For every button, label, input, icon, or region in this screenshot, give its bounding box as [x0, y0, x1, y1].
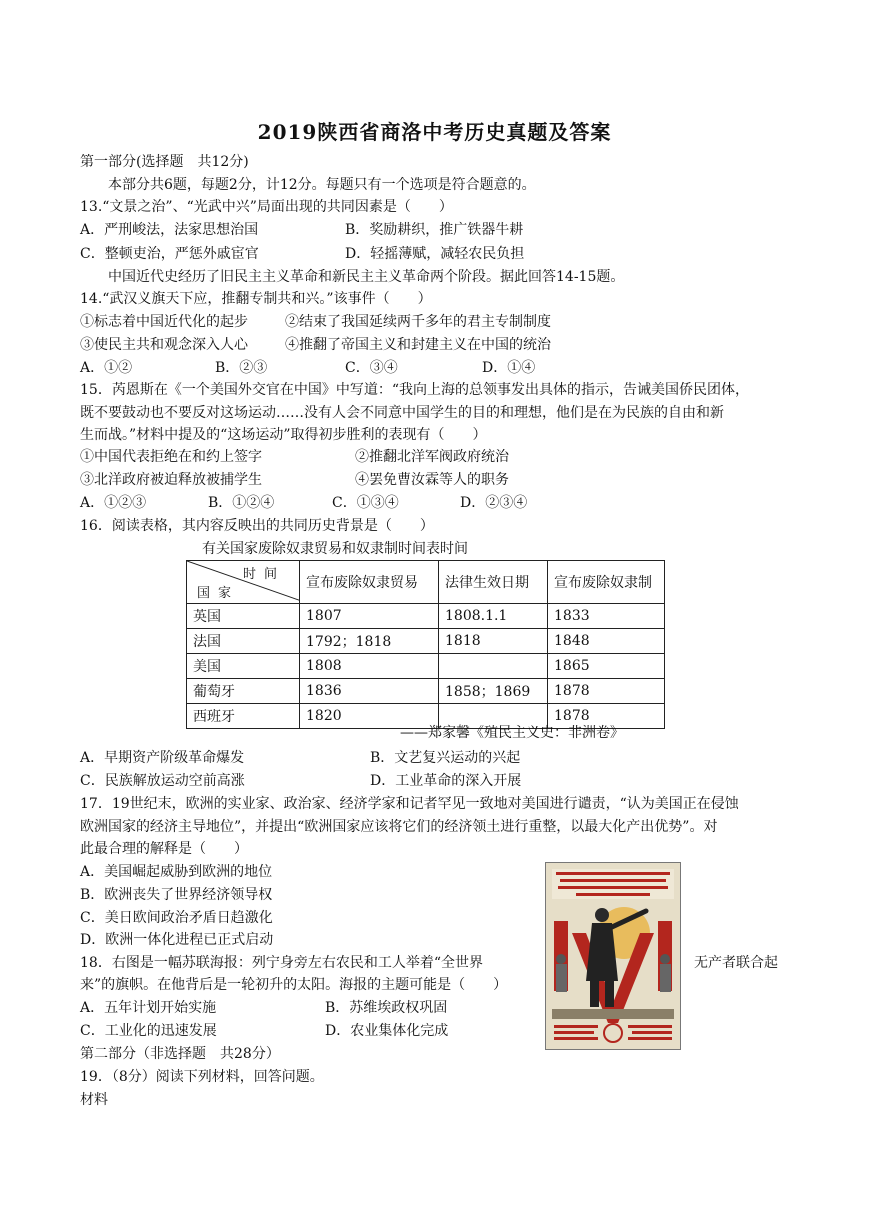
table-cell: 1878: [548, 704, 665, 729]
table-header: 宣布废除奴隶制: [548, 561, 665, 604]
table-cell: 西班牙: [187, 704, 300, 729]
q13-option-b: B．奖励耕织，推广铁器牛耕: [345, 222, 524, 238]
q15-statement-2: ②推翻北洋军阀政府统治: [355, 449, 509, 465]
table-cell: 1808: [300, 654, 439, 679]
table-cell: [439, 654, 548, 679]
part1-instructions: 本部分共6题，每题2分，计12分。每题只有一个选项是符合题意的。: [108, 177, 536, 193]
table-source: ——郑家馨《殖民主义史：非洲卷》: [400, 725, 624, 741]
table-cell: 1848: [548, 629, 665, 654]
q17-option-b: B．欧洲丧失了世界经济领导权: [80, 887, 273, 903]
q18-line-2: 来”的旗帜。在他背后是一轮初升的太阳。海报的主题可能是（ ）: [80, 977, 508, 993]
table-cell: 1807: [300, 604, 439, 629]
q14-option-b: B．②③: [215, 360, 268, 376]
q15-option-b: B．①②④: [208, 495, 275, 511]
q17-line-2: 欧洲国家的经济主导地位”，并提出“欧洲国家应该将它们的经济领土进行重整，以最大化产出优势”。对: [80, 819, 718, 835]
q18-option-a: A．五年计划开始实施: [80, 1000, 217, 1016]
q15-option-d: D．②③④: [460, 495, 528, 511]
table-caption: 有关国家废除奴隶贸易和奴隶制时间表时间: [202, 541, 468, 557]
table-cell: 1878: [548, 679, 665, 704]
q17-line-3: 此最合理的解释是（ ）: [80, 841, 248, 857]
q17-option-c: C．美日欧间政治矛盾日趋激化: [80, 910, 273, 926]
page-title: 2019陕西省商洛中考历史真题及答案: [257, 120, 612, 144]
corner-label-time: 时间: [242, 567, 285, 582]
table-row: [187, 654, 665, 679]
q13-option-a: A．严刑峻法，法家思想治国: [80, 222, 259, 238]
table-cell: 美国: [187, 654, 300, 679]
q18-option-c: C．工业化的迅速发展: [80, 1023, 217, 1039]
q13-stem: 13.“文景之治”、“光武中兴”局面出现的共同因素是（ ）: [80, 199, 453, 215]
q18-option-b: B．苏维埃政权巩固: [325, 1000, 448, 1016]
material-label: 材料: [80, 1092, 108, 1108]
table-cell: 英国: [187, 604, 300, 629]
table-cell: 1818: [439, 629, 548, 654]
table-cell: 1808.1.1: [439, 604, 548, 629]
table-cell: 1792；1818: [300, 629, 439, 654]
q14-statement-3: ③使民主共和观念深入人心: [80, 337, 248, 353]
slavery-abolition-table: [186, 560, 665, 729]
q19-stem: 19．（8分）阅读下列材料，回答问题。: [80, 1069, 324, 1085]
part1-heading: 第一部分(选择题 共12分): [80, 154, 249, 170]
table-row: [187, 604, 665, 629]
q15-line-1: 15．芮恩斯在《一个美国外交官在中国》中写道：“我向上海的总领事发出具体的指示，告诫美国侨民团体，: [80, 382, 749, 398]
q14-statement-4: ④推翻了帝国主义和封建主义在中国的统治: [285, 337, 551, 353]
q16-option-a: A．早期资产阶级革命爆发: [80, 750, 245, 766]
q15-line-2: 既不要鼓动也不要反对这场运动……没有人会不同意中国学生的目的和理想，他们是在为民族的自由和新: [80, 405, 724, 421]
q15-option-a: A．①②③: [80, 495, 147, 511]
q16-option-d: D．工业革命的深入开展: [370, 773, 522, 789]
q15-statement-1: ①中国代表拒绝在和约上签字: [80, 449, 262, 465]
q18-option-d: D．农业集体化完成: [325, 1023, 449, 1039]
corner-label-country: 国家: [197, 586, 240, 601]
q18-line-1-left: 18．右图是一幅苏联海报：列宁身旁左右农民和工人举着“全世界: [80, 955, 483, 971]
q14-option-a: A．①②: [80, 360, 133, 376]
q14-option-c: C．③④: [345, 360, 398, 376]
table-cell: 1865: [548, 654, 665, 679]
q14-statement-1: ①标志着中国近代化的起步: [80, 314, 248, 330]
intro-14-15: 中国近代史经历了旧民主主义革命和新民主主义革命两个阶段。据此回答14-15题。: [108, 269, 625, 285]
q17-line-1: 17．19世纪末，欧洲的实业家、政治家、经济学家和记者罕见一致地对美国进行谴责，“认为美国正在侵蚀: [80, 796, 739, 812]
q15-statement-4: ④罢免曹汝霖等人的职务: [355, 472, 509, 488]
q14-option-d: D．①④: [482, 360, 536, 376]
table-corner-cell: [187, 561, 300, 604]
soviet-poster-image: [545, 862, 681, 1050]
part2-heading: 第二部分（非选择题 共28分）: [80, 1046, 280, 1062]
table-header: 宣布废除奴隶贸易: [300, 561, 439, 604]
q15-statement-3: ③北洋政府被迫释放被捕学生: [80, 472, 262, 488]
q16-option-b: B．文艺复兴运动的兴起: [370, 750, 521, 766]
table-cell: 1836: [300, 679, 439, 704]
q16-stem: 16．阅读表格，其内容反映出的共同历史背景是（ ）: [80, 518, 434, 534]
q15-line-3: 生而战。”材料中提及的“这场运动”取得初步胜利的表现有（ ）: [80, 427, 487, 443]
q18-line-1-right: 无产者联合起: [694, 955, 778, 971]
table-cell: 1833: [548, 604, 665, 629]
q14-stem: 14.“武汉义旗天下应，推翻专制共和兴。”该事件（ ）: [80, 291, 432, 307]
q17-option-d: D．欧洲一体化进程已正式启动: [80, 932, 274, 948]
table-cell: 法国: [187, 629, 300, 654]
table-cell: 1858；1869: [439, 679, 548, 704]
table-cell: 1820: [300, 704, 439, 729]
poster-illustration: [546, 863, 680, 1049]
q13-option-c: C．整顿吏治，严惩外戚宦官: [80, 246, 259, 262]
table-cell: 葡萄牙: [187, 679, 300, 704]
q16-option-c: C．民族解放运动空前高涨: [80, 773, 245, 789]
table-row: [187, 629, 665, 654]
table-header: 法律生效日期: [439, 561, 548, 604]
q15-option-c: C．①③④: [332, 495, 399, 511]
q13-option-d: D．轻摇薄赋，减轻农民负担: [345, 246, 525, 262]
table-row: [187, 679, 665, 704]
table-header-row: [187, 561, 665, 604]
q17-option-a: A．美国崛起威胁到欧洲的地位: [80, 864, 273, 880]
q14-statement-2: ②结束了我国延续两千多年的君主专制制度: [285, 314, 551, 330]
